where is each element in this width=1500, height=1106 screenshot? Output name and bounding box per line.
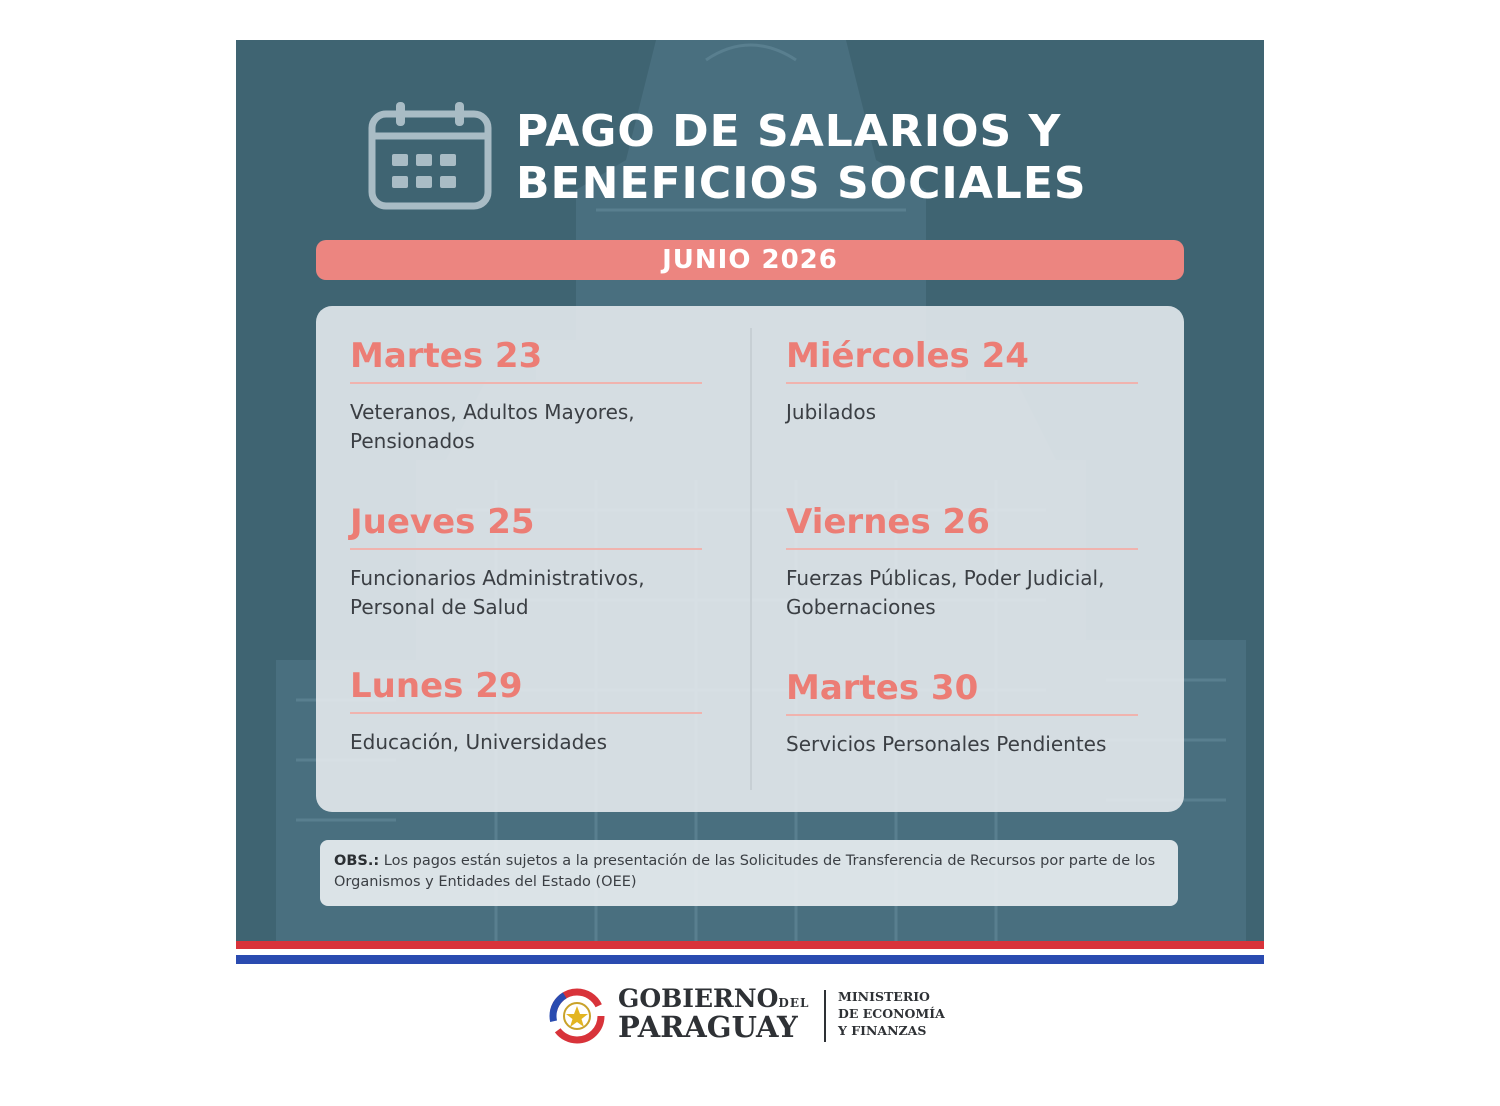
observation-note [320,840,1178,906]
day-groups: Funcionarios Administrativos, Personal de Salud [350,566,645,619]
schedule-item [350,666,702,757]
day-label: Lunes 29 [350,666,702,714]
logo-separator [824,990,826,1042]
schedule-item [786,502,1138,622]
national-seal-icon [545,986,607,1046]
calendar-icon [368,100,492,210]
gov-word: GOBIERNO [618,984,779,1013]
schedule-item [786,668,1138,759]
schedule-item [350,502,702,622]
schedule-panel [316,306,1184,812]
month-banner: JUNIO 2026 [316,240,1184,280]
schedule-item [350,336,702,456]
day-label: Martes 23 [350,336,702,384]
ministry-name: MINISTERIO DE ECONOMÍA Y FINANZAS [838,989,945,1038]
header [368,100,1168,220]
day-groups: Fuerzas Públicas, Poder Judicial, Gobernaciones [786,566,1105,619]
day-label: Martes 30 [786,668,1138,716]
flag-stripe-blue [236,955,1264,964]
gov-del: DEL [778,996,810,1010]
logo-text-paraguay: PARAGUAY [618,1010,798,1044]
day-groups: Veteranos, Adultos Mayores, Pensionados [350,400,635,453]
day-label: Miércoles 24 [786,336,1138,384]
note-text: Los pagos están sujetos a la presentación de las Solicitudes de Transferencia de Recursos por parte de los Organismos y Entidades del Estado (OEE) [334,853,1156,890]
day-label: Viernes 26 [786,502,1138,550]
schedule-item [786,336,1138,427]
day-label: Jueves 25 [350,502,702,550]
day-groups: Servicios Personales Pendientes [786,732,1107,756]
flag-stripe-red [236,941,1264,949]
note-label: OBS.: [334,853,380,869]
column-divider [750,328,752,790]
title-line-2: BENEFICIOS SOCIALES [516,158,1087,209]
day-groups: Jubilados [786,400,876,424]
poster [236,40,1264,950]
day-groups: Educación, Universidades [350,730,608,754]
title-line-1: PAGO DE SALARIOS Y [516,106,1062,157]
page-title [516,106,1087,210]
